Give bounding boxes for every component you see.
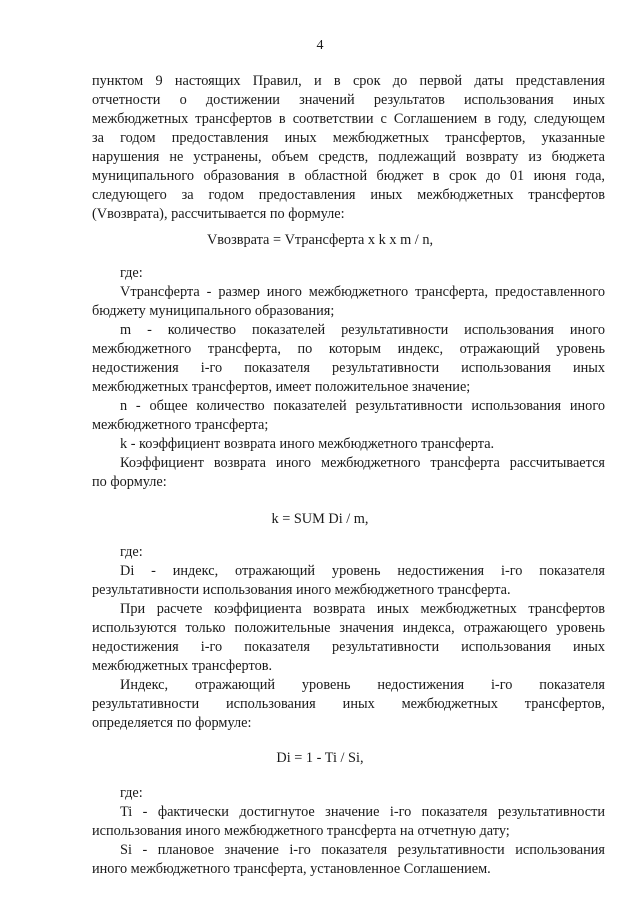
text-line: межбюджетных трансфертов в соответствии с Соглашением в году, следующем xyxy=(92,111,605,127)
text-line: результативности использования иного межбюджетного трансферта. xyxy=(92,582,511,598)
text-line: использования иного межбюджетного трансферта на отчетную дату; xyxy=(92,823,510,839)
text-line: бюджету муниципального образования; xyxy=(92,303,335,319)
text-line: по формуле: xyxy=(92,474,167,490)
text-line: Коэффициент возврата иного межбюджетного трансферта рассчитывается xyxy=(120,455,605,471)
text-line: межбюджетного трансферта, по которым индекс, отражающий уровень xyxy=(92,341,605,357)
text-line: (Vвозврата), рассчитывается по формуле: xyxy=(92,206,345,222)
text-line: определяется по формуле: xyxy=(92,715,252,731)
text-line: отчетности о достижении значений результатов использования иных xyxy=(92,92,605,108)
text-line: k - коэффициент возврата иного межбюджетного трансферта. xyxy=(120,436,495,452)
text-line: Di - индекс, отражающий уровень недостижения i-го показателя xyxy=(120,563,605,579)
text-line: межбюджетных трансфертов, имеет положительное значение; xyxy=(92,379,471,395)
text-line: Si - плановое значение i-го показателя результативности использования xyxy=(120,842,605,858)
text-line: n - общее количество показателей результативности использования иного xyxy=(120,398,605,414)
text-line: нарушения не устранены, объем средств, подлежащий возврату из бюджета xyxy=(92,149,605,165)
text-line: недостижения i-го показателя результативности использования иных xyxy=(92,639,605,655)
text-line: иного межбюджетного трансферта, установленное Соглашением. xyxy=(92,861,491,877)
where-label: где: xyxy=(120,785,143,801)
where-label: где: xyxy=(120,265,143,281)
text-line: пунктом 9 настоящих Правил, и в срок до первой даты представления xyxy=(92,73,605,89)
where-label: где: xyxy=(120,544,143,560)
text-line: результативности использования иных межбюджетных трансфертов, xyxy=(92,696,605,712)
text-line: недостижения i-го показателя результативности использования иных xyxy=(92,360,605,376)
text-line: m - количество показателей результативности использования иного xyxy=(120,322,605,338)
text-line: межбюджетных трансфертов. xyxy=(92,658,273,674)
text-line: за годом предоставления иных межбюджетных трансфертов, указанные xyxy=(92,130,605,146)
formula-return-volume: Vвозврата = Vтрансферта x k x m / n, xyxy=(206,232,434,248)
text-line: Ti - фактически достигнутое значение i-го показателя результативности xyxy=(120,804,605,820)
text-line: Vтрансферта - размер иного межбюджетного трансферта, предоставленного xyxy=(120,284,605,300)
text-line: Индекс, отражающий уровень недостижения i-го показателя xyxy=(120,677,605,693)
formula-index: Di = 1 - Ti / Si, xyxy=(276,750,364,766)
formula-coefficient: k = SUM Di / m, xyxy=(271,511,369,527)
text-line: межбюджетного трансферта; xyxy=(92,417,269,433)
text-line: используются только положительные значения индекса, отражающего уровень xyxy=(92,620,605,636)
text-line: муниципального образования в областной бюджет в срок до 01 июня года, xyxy=(92,168,605,184)
text-line: При расчете коэффициента возврата иных межбюджетных трансфертов xyxy=(120,601,605,617)
page-number: 4 xyxy=(316,38,324,53)
text-line: следующего за годом предоставления иных межбюджетных трансфертов xyxy=(92,187,605,203)
